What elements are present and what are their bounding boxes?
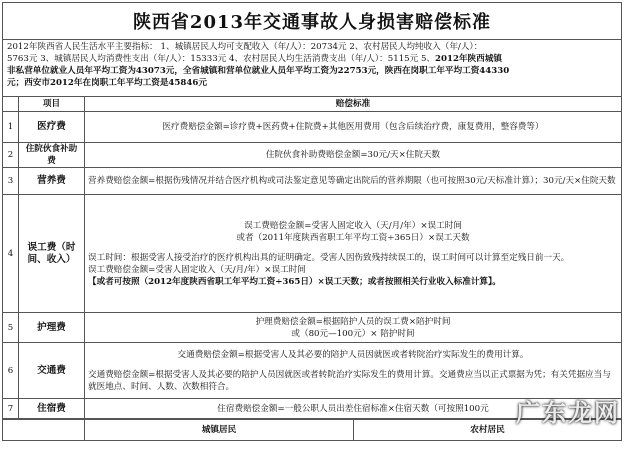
standard-line: 交通费赔偿金额=根据受害人及其必要的陪护人员因就医或者转院治疗实际发生的费用计算。: [177, 349, 529, 360]
intro-line-2-text: 5763元 3、城镇居民人均消费性支出（年/人）：15333元 4、农村居民人均生活消费支出（年/人）：5115元 5、: [7, 54, 436, 64]
row-item: 医疗费: [19, 112, 85, 143]
standard-line: 住院伙食补助费赔偿金额=30元/天×住院天数: [265, 150, 441, 160]
row-item: 交通费: [19, 343, 85, 399]
standard-line: 营养费赔偿金额=根据伤残情况并结合医疗机构或司法鉴定意见等确定出院后的营养期限（也可按照30元/天标准计算）；30元/天×住院天数: [88, 176, 616, 186]
row-number: 2: [3, 143, 19, 168]
table-row: [3, 195, 622, 313]
row-item: 营养费: [19, 168, 85, 195]
table-row: [3, 168, 622, 195]
intro-line-2-bold: 2012年陕西城镇: [435, 54, 502, 64]
standard-line: 误工费赔偿金额=受害人固定收入（天/月/年）×误工时间: [88, 264, 306, 275]
row-standard: [85, 195, 622, 313]
row-item: 护理费: [19, 313, 85, 343]
header-num: [3, 97, 19, 112]
document-title: 陕西省2013年交通事故人身损害赔偿标准: [2, 2, 622, 39]
row-standard: [85, 168, 622, 195]
standard-line: 医疗费赔偿金额=诊疗费+医药费+住院费+其他医用费用（包含后续治疗费，康复费用，整容费等）: [162, 122, 544, 132]
standard-line: 误工费赔偿金额=受害人固定收入（天/月/年）×误工时间: [244, 220, 462, 231]
intro-line-3: 非私营单位就业人员年平均工资为43073元，全省城镇和营单位就业人员年平均工资为22753元，陕西在岗职工年平均工资44330: [7, 66, 510, 76]
row-number: 1: [3, 112, 19, 143]
standard-line: 或（80元—100元）× 陪护时间: [291, 328, 415, 339]
table-row: [3, 143, 622, 168]
rural-header: 农村居民: [354, 420, 622, 441]
row-standard: [85, 112, 622, 143]
header-standard: 赔偿标准: [85, 97, 622, 112]
table-row: [3, 112, 622, 143]
standard-line: 【或者可按照（2012年度陕西省职工年平均工资÷365日）×误工天数；或者按照相关行业收入标准计算】。: [88, 276, 501, 287]
row-number: 4: [3, 195, 19, 313]
urban-header: 城镇居民: [85, 420, 354, 441]
table-header-row: [3, 97, 622, 112]
table-row: [3, 343, 622, 399]
standard-line: 误工时间：根据受害人接受治疗的医疗机构出具的证明确定。受害人因伤致残持续误工的，误工时间可以计算至定残日前一天。: [88, 252, 570, 263]
row-number: 3: [3, 168, 19, 195]
standard-line: 住宿费赔偿金额=一般公职人员出差住宿标准×住宿天数（可按照100元: [217, 403, 489, 414]
standard-line: 护理费赔偿金额=根据陪护人员的误工费×陪护时间: [255, 316, 451, 327]
intro-line-1: 2012年陕西省人民生活水平主要指标： 1、城镇居民人均可支配收入（年/人）：20734元 2、农村居民人均纯收入（年/人）：: [7, 42, 483, 52]
row-number: 6: [3, 343, 19, 399]
intro-paragraph: [2, 39, 622, 96]
intro-line-4: 元；西安市2012年在岗职工年平均工资是45846元: [7, 78, 207, 88]
compensation-table: [2, 96, 622, 419]
header-item: 项目: [19, 97, 85, 112]
standard-line: 或者（2011年度陕西省职工年平均工资÷365日）×误工天数: [236, 232, 470, 243]
watermark-logo: 广东龙网: [516, 399, 620, 427]
row-number: 5: [3, 313, 19, 343]
residents-blank: [3, 420, 85, 441]
row-standard: [85, 313, 622, 343]
document-sheet: [2, 2, 622, 441]
row-number: 7: [3, 399, 19, 419]
row-item: 住院伙食补助费: [19, 143, 85, 168]
standard-line: 交通费赔偿金额=根据受害人及其必要的陪护人员因就医或者转院治疗实际发生的费用计算。交通费应当以正式票据为凭；有关凭据应当与就医地点、时间、人数、次数相符合。: [88, 369, 611, 392]
intro-line-2: [7, 53, 617, 65]
row-item: 住宿费: [19, 399, 85, 419]
row-standard: [85, 343, 622, 399]
row-standard: [85, 143, 622, 168]
row-item: 误工费（时间、收入）: [19, 195, 85, 313]
table-row: [3, 313, 622, 343]
